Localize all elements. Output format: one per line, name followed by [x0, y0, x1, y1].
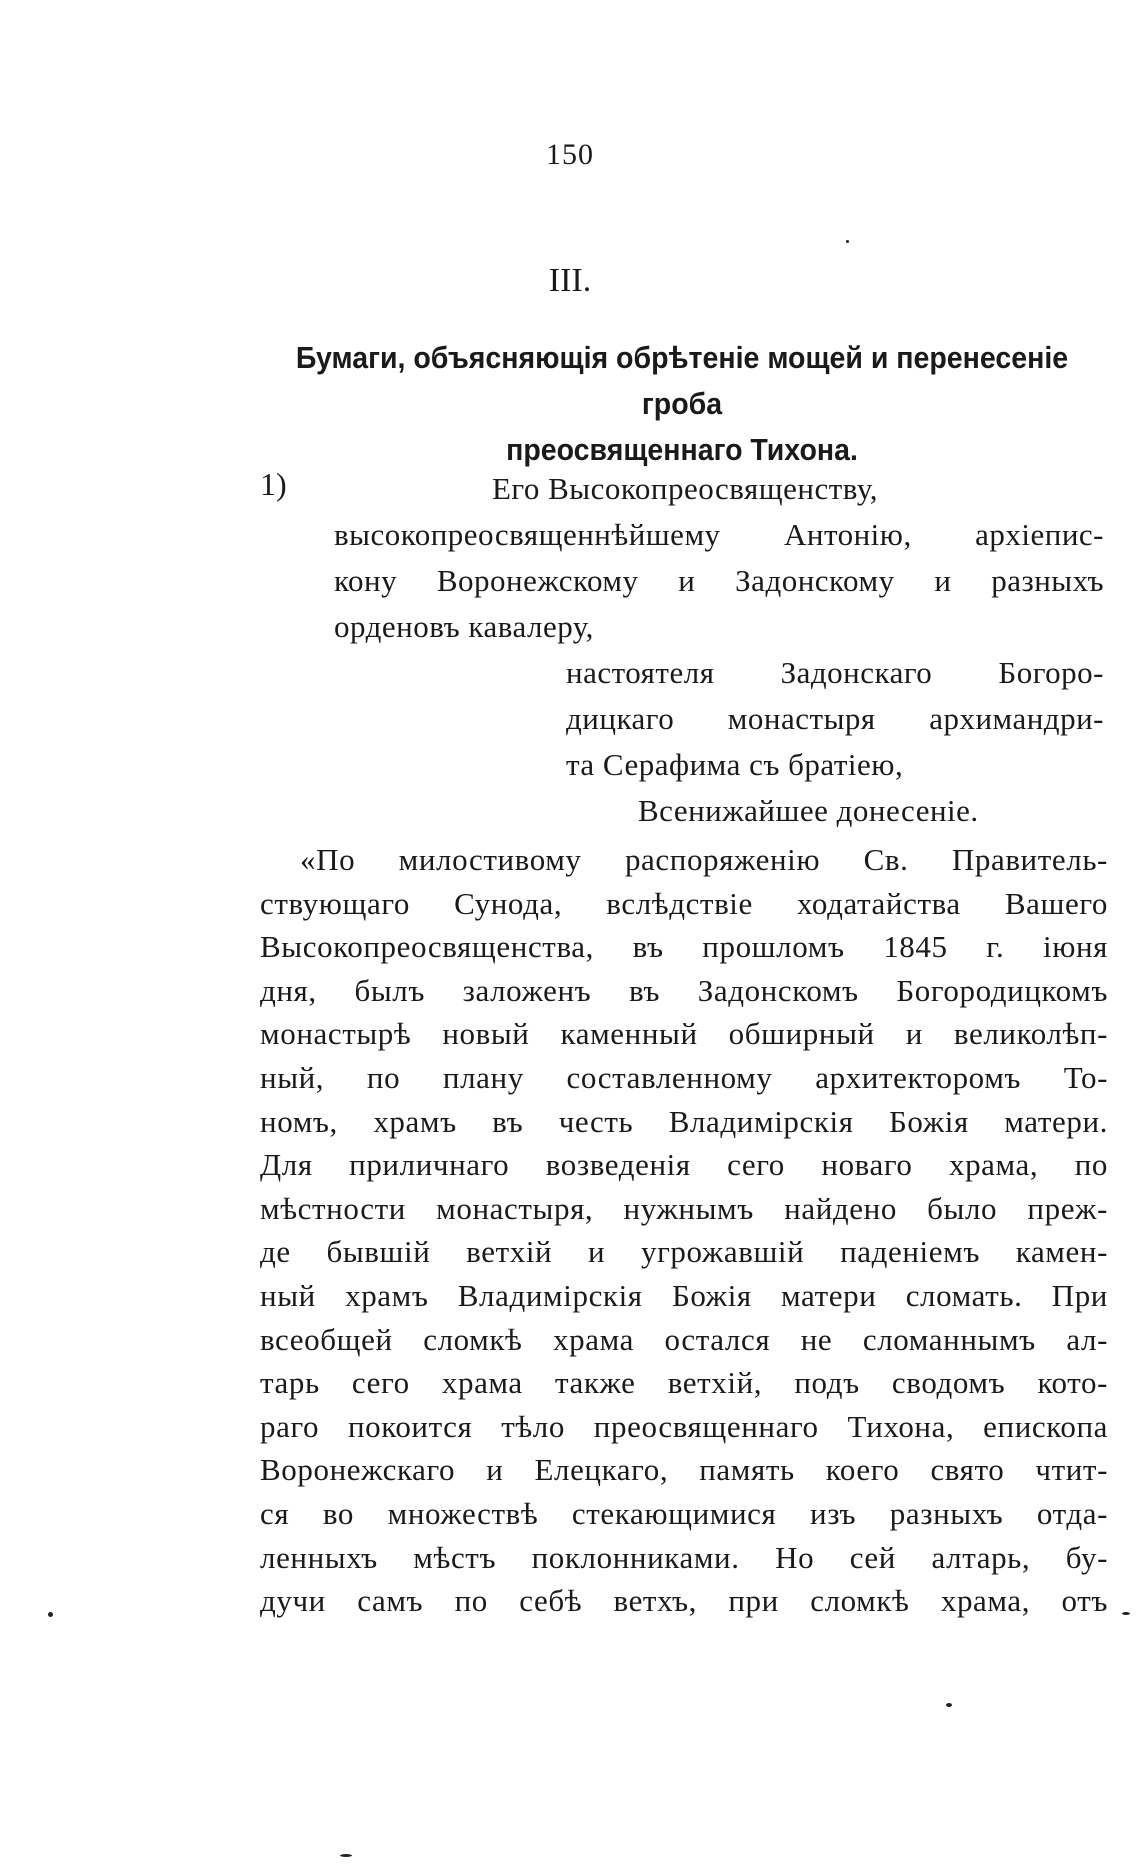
addressee-line-2: высокопреосвященнѣйшему Антонію, архіепис- — [334, 517, 1104, 552]
body-line: дучи самъ по себѣ ветхъ, при сломкѣ храма, отъ — [260, 1583, 1108, 1619]
report-heading: Всенижайшее донесеніе. — [638, 793, 979, 828]
scan-speck — [1122, 1612, 1130, 1615]
body-line: раго покоится тѣло преосвященнаго Тихона, епископа — [260, 1408, 1108, 1444]
sender-line-3: та Серафима съ братіею, — [566, 747, 904, 782]
body-line: мѣстности монастыря, нужнымъ найдено было преж- — [260, 1190, 1108, 1226]
section-numeral: III. — [548, 262, 592, 299]
scan-speck — [340, 1854, 352, 1857]
body-line: ный, по плану составленному архитекторомъ То- — [260, 1059, 1108, 1095]
body-line: дня, былъ заложенъ въ Задонскомъ Богородицкомъ — [260, 972, 1108, 1008]
body-line: ствующаго Сунода, вслѣдствіе ходатайства Вашего — [260, 885, 1108, 921]
body-line: «По милостивому распоряженію Св. Правитель- — [300, 842, 1108, 877]
body-line: Воронежскаго и Елецкаго, память коего свято чтит- — [260, 1452, 1108, 1488]
addressee-line-4: орденовъ кавалеру, — [334, 609, 594, 644]
body-line: номъ, храмъ въ честь Владимірскія Божія матери. — [260, 1103, 1108, 1139]
body-line: ленныхъ мѣстъ поклонниками. Но сей алтарь, бу- — [260, 1539, 1108, 1575]
body-line: монастырѣ новый каменный обширный и великолѣп- — [260, 1016, 1108, 1052]
sender-line-2: дицкаго монастыря архимандри- — [566, 701, 1104, 736]
body-text — [260, 838, 1108, 1623]
body-line: Для приличнаго возведенія сего новаго храма, по — [260, 1147, 1108, 1183]
document-title-line-2: преосвященнаго Тихона. — [506, 432, 858, 467]
document-title — [292, 335, 1072, 473]
scan-speck — [846, 240, 849, 243]
scan-speck — [48, 1612, 53, 1617]
sender-line-1: настоятеля Задонскаго Богоро- — [566, 655, 1104, 690]
addressee-line-1: Его Высокопреосвященству, — [492, 471, 878, 506]
body-line: де бывшій ветхій и угрожавшій паденіемъ камен- — [260, 1234, 1108, 1270]
scan-speck — [946, 1703, 952, 1707]
page-number: 150 — [546, 138, 594, 171]
item-number: 1) — [260, 466, 287, 502]
document-title-line-1: Бумаги, объясняющія обрѣтеніе мощей и перенесеніе гроба — [295, 340, 1069, 421]
body-line: тарь сего храма также ветхій, подъ сводомъ кото- — [260, 1365, 1108, 1401]
body-line: всеобщей сломкѣ храма остался не сломаннымъ ал- — [260, 1321, 1108, 1357]
addressee-line-3: кону Воронежскому и Задонскому и разныхъ — [334, 563, 1104, 598]
body-line: ся во множествѣ стекающимися изъ разныхъ отда- — [260, 1495, 1108, 1531]
body-line: Высокопреосвященства, въ прошломъ 1845 г. іюня — [260, 929, 1108, 965]
body-line: ный храмъ Владимірскія Божія матери сломать. При — [260, 1277, 1108, 1313]
